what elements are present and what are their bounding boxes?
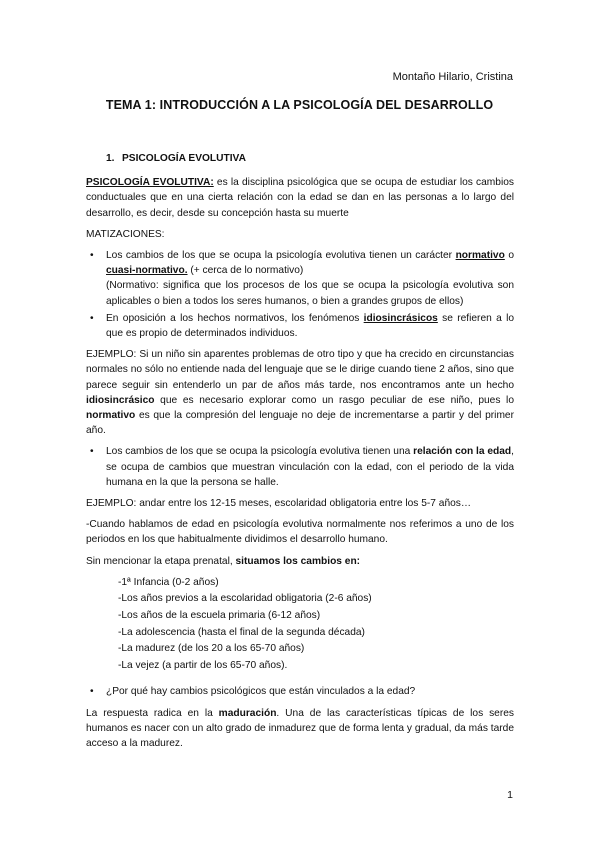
example-paragraph [86, 347, 514, 438]
author-name: Montaño Hilario, Cristina [392, 71, 513, 83]
emphasis-normativo: normativo [86, 410, 136, 422]
list-item [86, 444, 514, 490]
text-run: Los cambios de los que se ocupa la psicología evolutiva tienen una [106, 446, 414, 458]
section-number: 1. [106, 153, 115, 164]
emphasis-idiosincrasicos: idiosincrásicos [363, 312, 438, 324]
text-run: En oposición a los hechos normativos, los fenómenos [106, 312, 364, 324]
definition-text: es la disciplina psicológica que se ocupa de estudiar los cambios conductuales que en una cierta relación con la edad se dan en las personas a lo largo del desarrollo, es decir, desde su concepción hasta su muerte [86, 177, 514, 219]
emphasis-relacion-edad: relación con la edad [413, 446, 512, 458]
stages-list [118, 575, 514, 675]
matizaciones-label: MATIZACIONES: [86, 228, 165, 240]
stage-item: -1ª Infancia (0-2 años) [118, 576, 219, 588]
text-run: que es necesario explorar como un rasgo peculiar de ese niño, pues lo [154, 394, 514, 406]
text-run: Los cambios de los que se ocupa la psicología evolutiva tienen un carácter [106, 250, 456, 262]
edad-list [86, 444, 514, 490]
document-title: TEMA 1: INTRODUCCIÓN A LA PSICOLOGÍA DEL DESARROLLO [105, 98, 494, 112]
text-run: o [504, 250, 514, 262]
normativo-note: (Normativo: significa que los procesos de los que se ocupa la psicología evolutiva son aplicables o bien a todos los seres humanos, o bien a grandes grupos de ellos) [106, 280, 514, 307]
stage-item: -Los años previos a la escolaridad obligatoria (2-6 años) [118, 593, 372, 605]
section-heading-text: PSICOLOGÍA EVOLUTIVA [122, 153, 246, 164]
stage-item: -La madurez (de los 20 a los 65-70 años) [118, 643, 305, 655]
emphasis-normativo: normativo [455, 250, 505, 262]
text-run: (+ cerca de lo normativo) [187, 265, 304, 277]
text-run: . Una de las características típicas de los seres humanos es nacer con un alto grado de inmadurez que de forma lenta y gradual, da más tarde acceso a la madurez. [86, 707, 515, 750]
section-heading [106, 151, 514, 166]
text-run: EJEMPLO: Si un niño sin aparentes problemas de otro tipo y que ha crecido en circunstancias normales no sólo no entiende nada del lenguaje que se le dirige cuando tiene 2 años, sino que parece seguir sin entenderlo un par de años más tarde, nos encontramos ante un hecho [86, 349, 514, 391]
periods-paragraph: -Cuando hablamos de edad en psicología evolutiva normalmente nos referimos a uno de los periodos en los que habitualmente dividimos el desarrollo humano. [86, 519, 514, 546]
list-item [86, 248, 514, 309]
emphasis-situamos: situamos los cambios en: [235, 555, 361, 567]
list-item [86, 311, 514, 341]
list-item: • ¿Por qué hay cambios psicológicos que están vinculados a la edad? [86, 684, 514, 699]
stage-item: -La vejez (a partir de los 65-70 años). [118, 659, 288, 671]
text-run: Sin mencionar la etapa prenatal, [86, 555, 236, 567]
stage-item: -Los años de la escuela primaria (6-12 años) [118, 610, 321, 622]
answer-paragraph [86, 706, 514, 752]
emphasis-idiosincrasico: idiosincrásico [86, 394, 155, 406]
text-run: , se ocupa de cambios que muestran vinculación con la edad, con el periodo de la vida humana en la que la persona se halle. [106, 446, 514, 488]
example-paragraph: EJEMPLO: andar entre los 12-15 meses, escolaridad obligatoria entre los 5-7 años… [86, 498, 472, 510]
prenatal-paragraph [86, 554, 514, 569]
matizaciones-list [86, 248, 514, 341]
emphasis-maduracion: maduración [218, 707, 277, 719]
definition-term: PSICOLOGÍA EVOLUTIVA: [86, 177, 214, 189]
page-number: 1 [507, 789, 513, 801]
text-run: es que la compresión del lenguaje no deje de incrementarse a partir y del primer año. [86, 410, 514, 437]
question-list [86, 684, 514, 699]
emphasis-cuasi-normativo: cuasi-normativo. [106, 265, 188, 277]
text-run: se refieren a lo que es propio de determinados individuos. [106, 312, 514, 340]
stage-item: -La adolescencia (hasta el final de la segunda década) [118, 626, 365, 638]
text-run: La respuesta radica en la [86, 707, 219, 719]
definition-paragraph [86, 175, 514, 221]
document-body [86, 151, 514, 757]
